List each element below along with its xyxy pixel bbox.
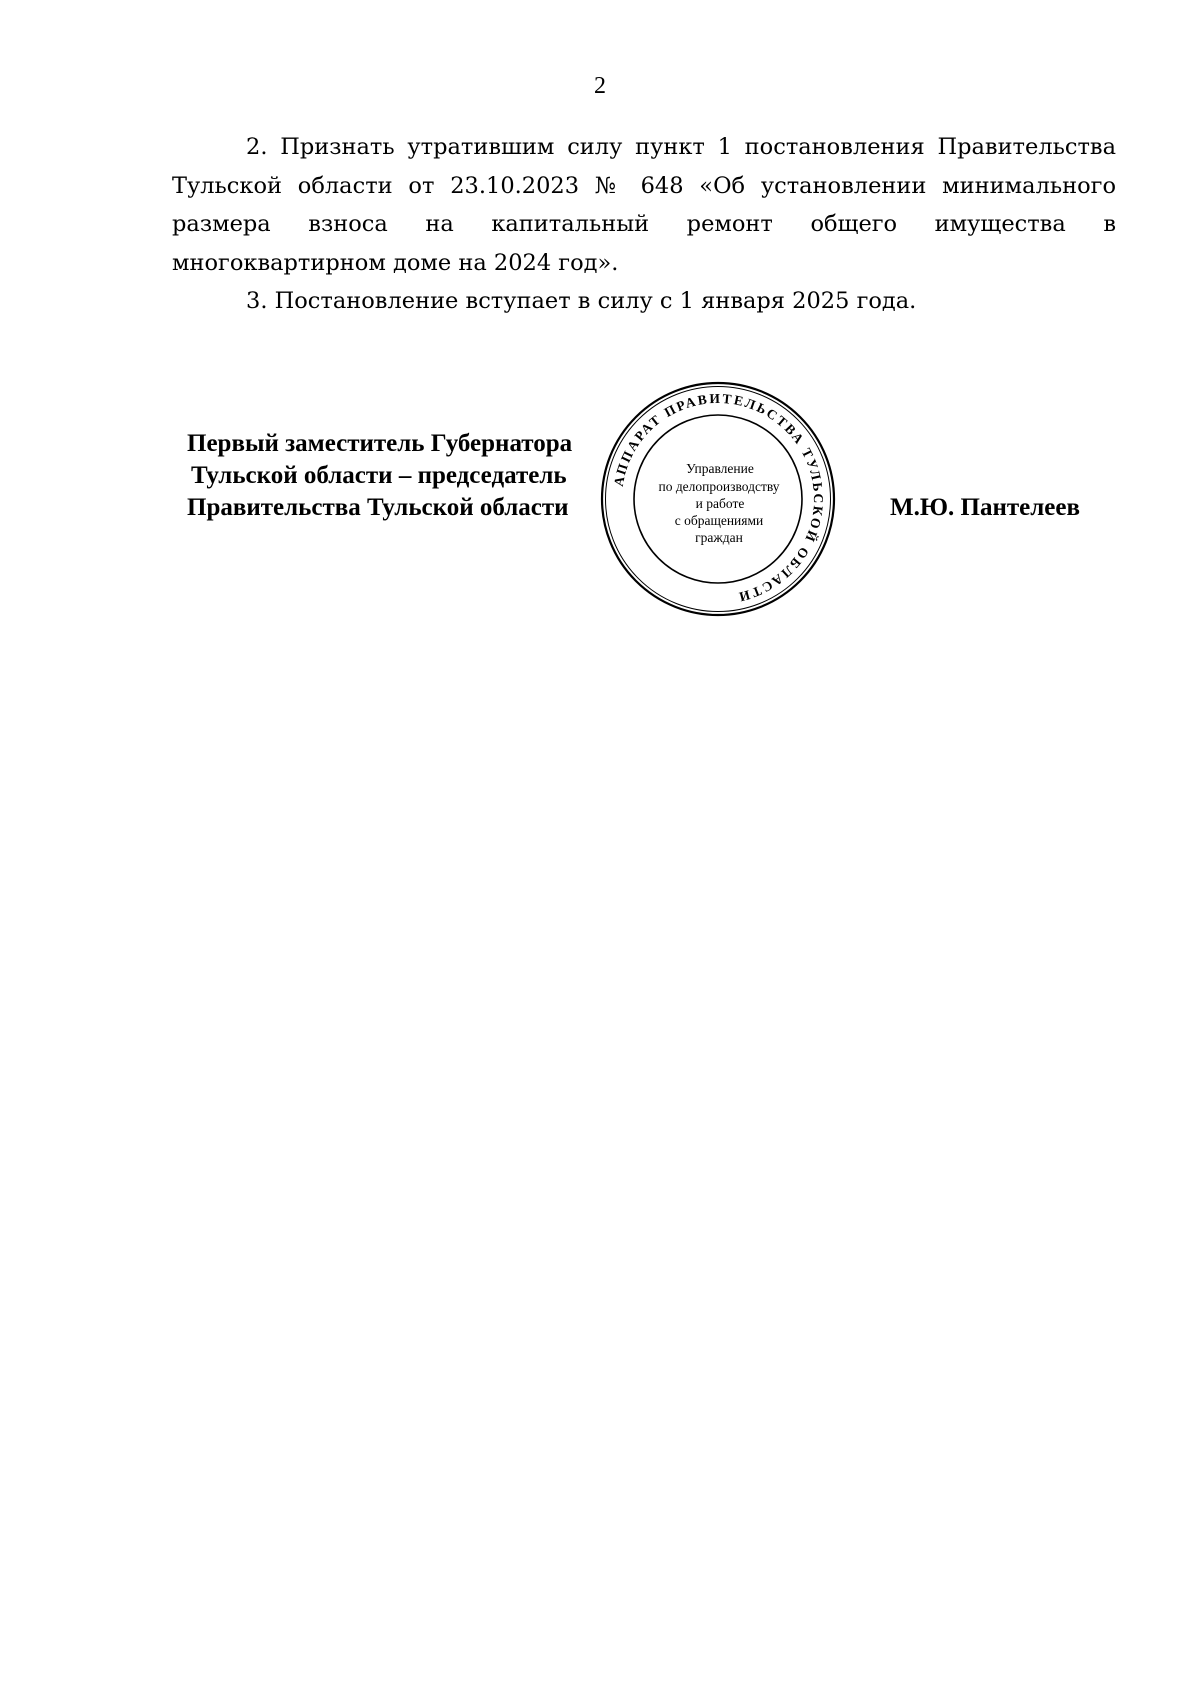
stamp-center-line-4: с обращениями [674,513,764,528]
stamp-center-line-2: по делопроизводству [658,479,780,494]
stamp-center-line-1: Управление [686,461,754,476]
stamp-graphic [598,379,838,619]
position-line-1: Первый заместитель Губернатора [187,430,573,457]
position-line-3: Правительства Тульской области [187,494,569,521]
position-line-2: Тульской области – председатель [191,462,567,489]
signatory-position [187,428,627,524]
signatory-name: М.Ю. Пантелеев [890,494,1080,521]
stamp-center-line-5: граждан [695,530,743,545]
stamp-ring-text: АППАРАТ ПРАВИТЕЛЬСТВА ТУЛЬСКОЙ ОБЛАСТИ [610,390,827,606]
official-stamp [598,379,838,619]
paragraph-3: 3. Постановление вступает в силу с 1 января 2025 года. [246,288,917,314]
document-body [172,128,1116,321]
paragraph-2: 2. Признать утратившим силу пункт 1 постановления Правительства Тульской области от 23.10.2023 № 648 «Об установлении минимального размера взноса на капитальный ремонт общего имущества в многоквартирном доме на 2024 год». [172,134,1116,276]
page-number: 2 [594,73,606,99]
stamp-center-line-3: и работе [695,496,745,511]
